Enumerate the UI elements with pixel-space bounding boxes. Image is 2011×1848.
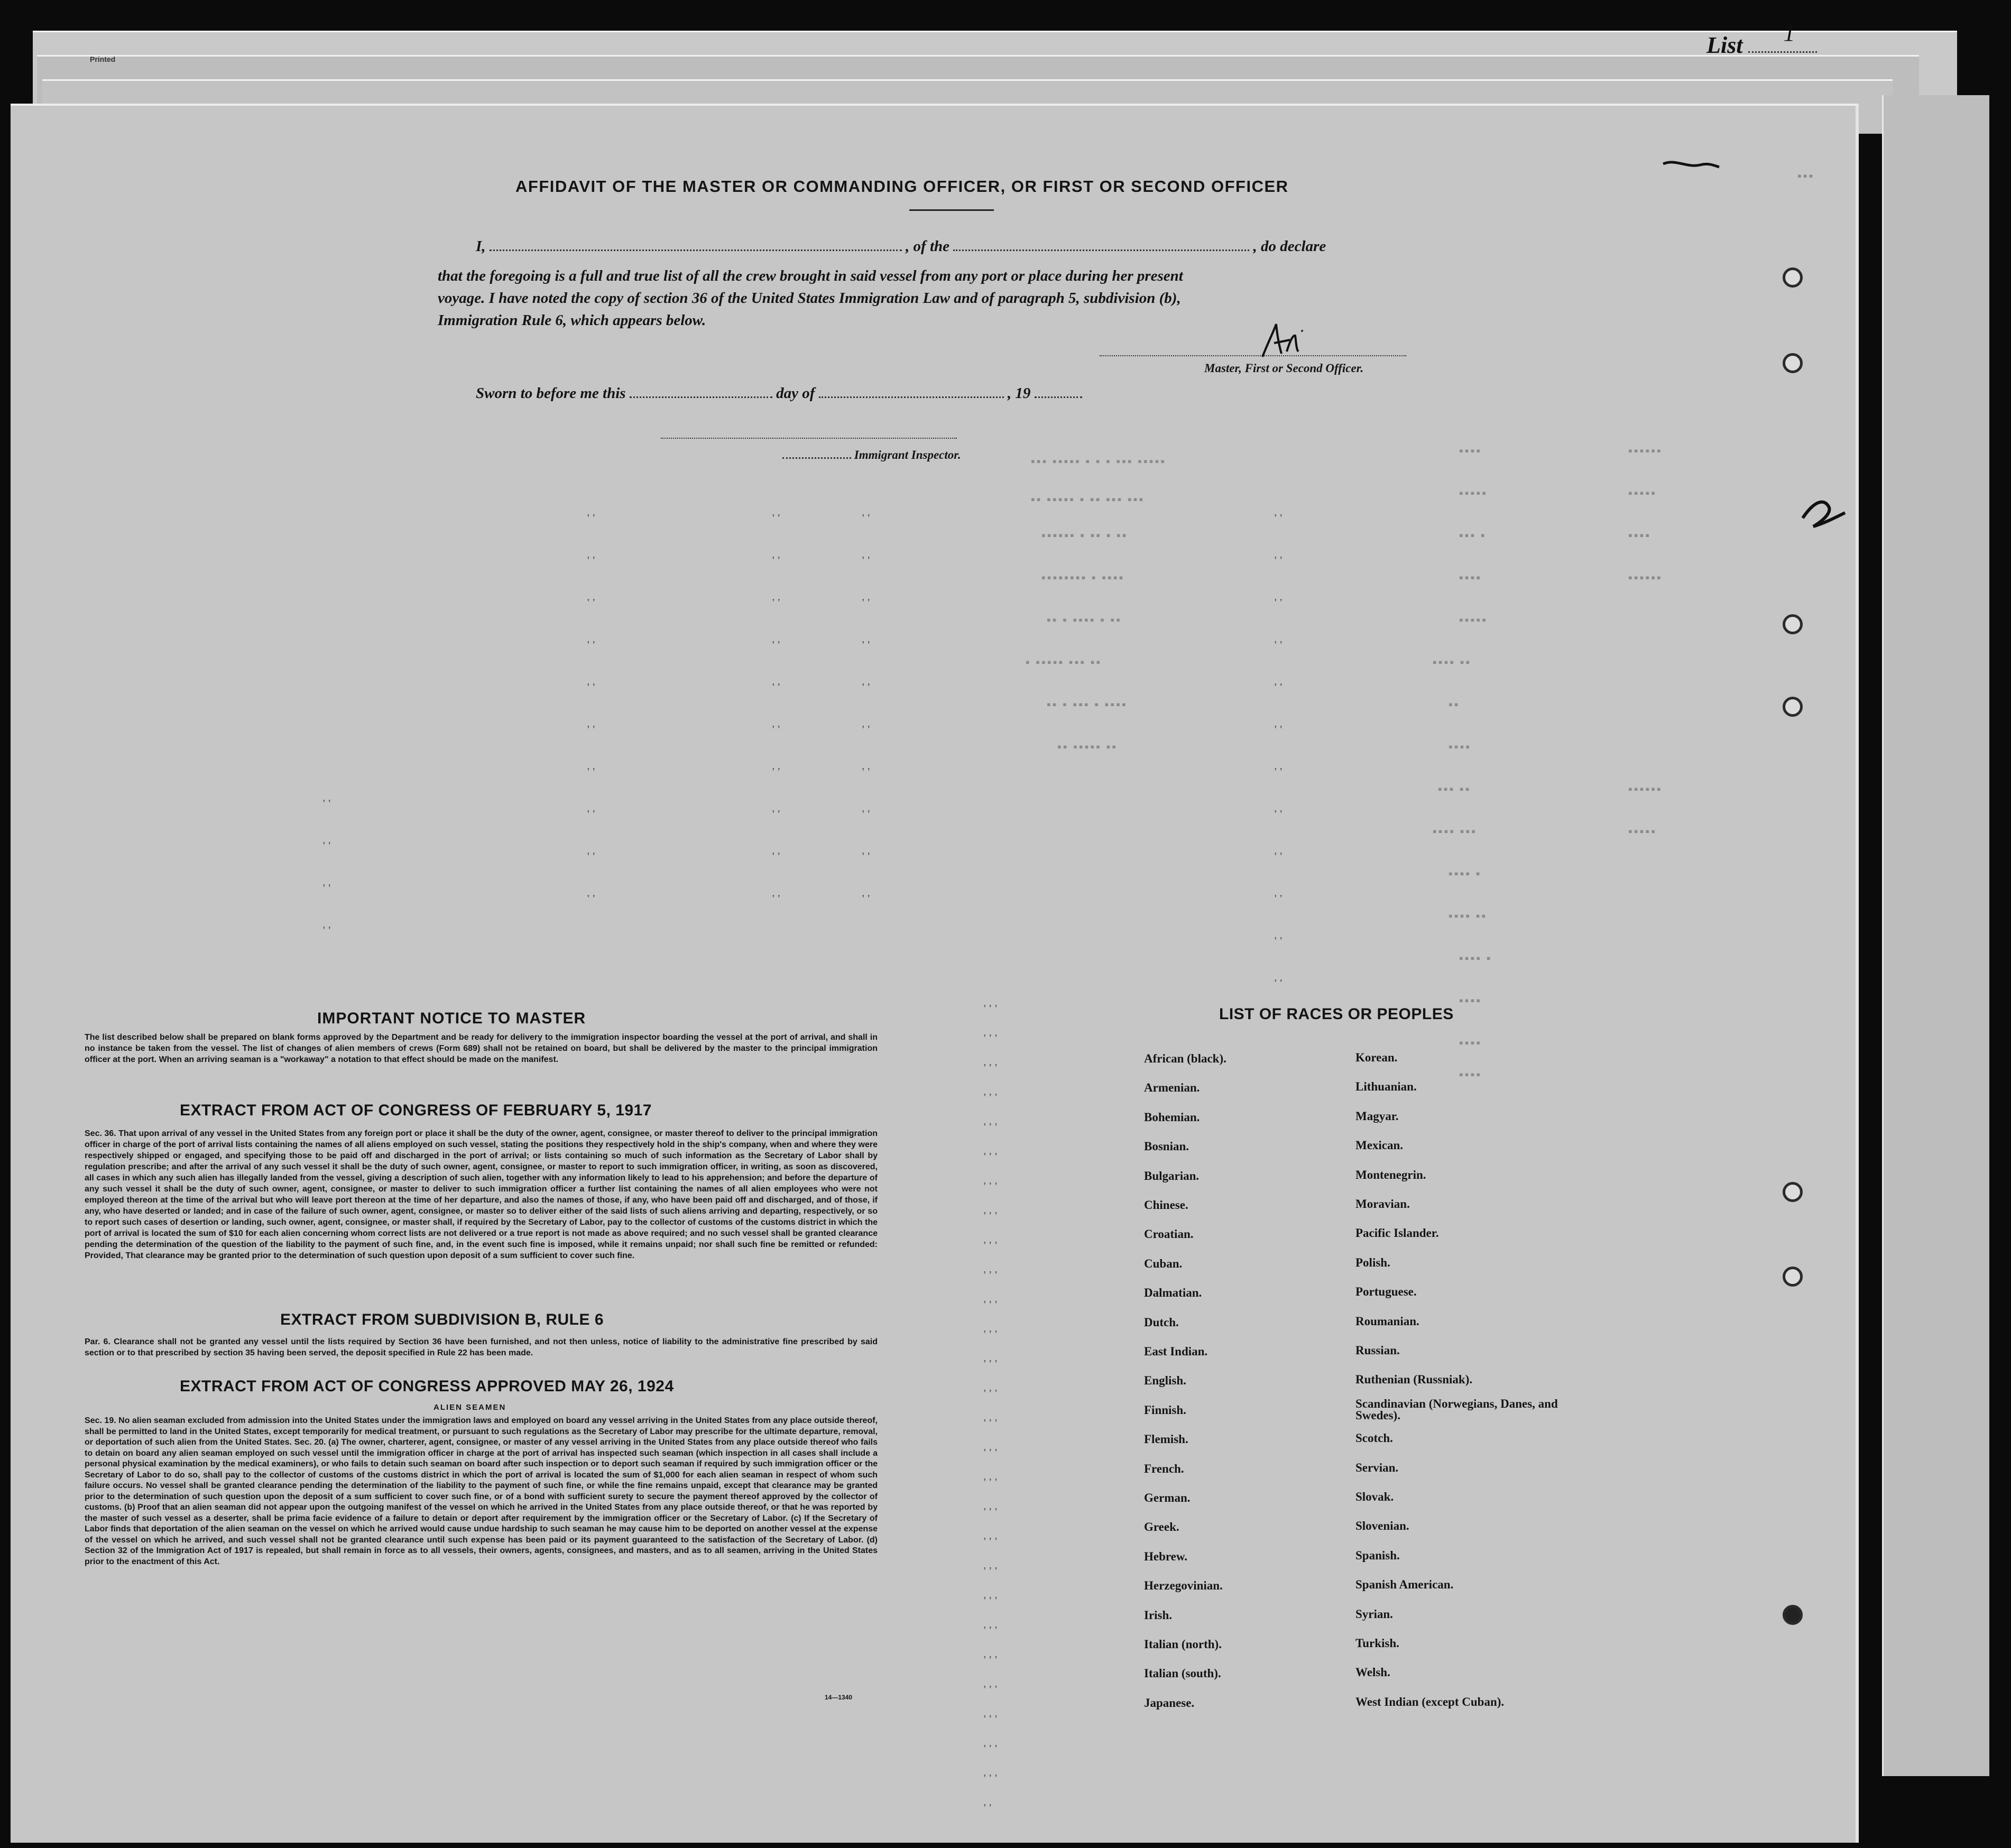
races-title: LIST OF RACES OR PEOPLES xyxy=(1219,1005,1454,1023)
race-item: French. xyxy=(1144,1462,1184,1475)
race-item: Spanish American. xyxy=(1355,1578,1454,1592)
ghost-row: ▪▪▪▪▪▪ ▪ ▪▪ ▪ ▪▪ xyxy=(1041,529,1128,542)
pen-mark xyxy=(1797,481,1850,534)
printed-label: Printed xyxy=(90,55,116,63)
race-item: Magyar. xyxy=(1355,1109,1399,1123)
affidavit-declaration-line xyxy=(476,238,1454,255)
punch-hole xyxy=(1783,1605,1803,1625)
extract-1924-title: EXTRACT FROM ACT OF CONGRESS APPROVED MAY 26, 1924 xyxy=(180,1378,674,1395)
race-item: Greek. xyxy=(1144,1520,1179,1534)
ghost-row: ▪▪▪▪▪▪▪▪ ▪ ▪▪▪▪ xyxy=(1041,571,1125,584)
affidavit-title: AFFIDAVIT OF THE MASTER OR COMMANDING OFFICER, OR FIRST OR SECOND OFFICER xyxy=(515,177,1289,196)
race-item: African (black). xyxy=(1144,1052,1226,1065)
ghost-row: ▪▪▪ ▪ xyxy=(1459,529,1487,542)
ghost-row: ▪▪▪▪ ▪▪ xyxy=(1433,655,1472,669)
race-item: Croatian. xyxy=(1144,1227,1194,1241)
punch-hole xyxy=(1783,267,1803,288)
race-item: Flemish. xyxy=(1144,1433,1188,1446)
race-item: Mexican. xyxy=(1355,1139,1404,1152)
race-item: Slovak. xyxy=(1355,1490,1394,1503)
ghost-row: ▪▪▪▪ xyxy=(1459,1036,1482,1049)
notice-title: IMPORTANT NOTICE TO MASTER xyxy=(317,1010,586,1027)
manifest-page xyxy=(11,104,1859,1843)
race-item: Syrian. xyxy=(1355,1607,1393,1621)
ghost-row: ▪▪▪▪ ▪▪ xyxy=(1449,909,1488,922)
race-item: Slovenian. xyxy=(1355,1519,1409,1533)
tick-column-c: ' ' ' ' ' ' ' ' ' ' ' ' ' ' ' ' ' ' ' ' xyxy=(862,512,871,904)
race-item: Irish. xyxy=(1144,1608,1173,1622)
inspector-signature-line[interactable] xyxy=(661,438,957,439)
extract-1924-subtitle: ALIEN SEAMEN xyxy=(433,1403,506,1412)
ghost-row: ▪▪▪▪ xyxy=(1459,1068,1482,1081)
race-item: Lithuanian. xyxy=(1355,1080,1417,1094)
race-item: Herzegovinian. xyxy=(1144,1579,1223,1593)
pen-mark xyxy=(1660,153,1723,174)
ghost-row: ▪▪▪▪▪ xyxy=(1459,613,1488,626)
race-item: Moravian. xyxy=(1355,1197,1410,1211)
race-item: Hebrew. xyxy=(1144,1549,1187,1563)
ghost-row: ▪▪▪▪▪ xyxy=(1628,825,1657,838)
ghost-row: ▪▪ ▪ ▪▪▪▪ ▪ ▪▪ xyxy=(1047,613,1122,626)
race-item: East Indian. xyxy=(1144,1345,1208,1358)
affidavit-body-line1: that the foregoing is a full and true list of all the crew brought in said vessel from any port or place during her present xyxy=(438,267,1183,284)
list-number-line xyxy=(1748,20,1817,53)
race-item: Scandinavian (Norwegians, Danes, and Swedes). xyxy=(1355,1397,1558,1422)
race-item: Servian. xyxy=(1355,1461,1399,1474)
ghost-row: ▪▪▪ ▪▪▪▪▪ ▪ ▪ ▪ ▪▪▪ ▪▪▪▪▪ xyxy=(1031,455,1167,468)
ghost-row: ▪▪▪▪▪ xyxy=(1459,486,1488,500)
master-signature-line[interactable] xyxy=(1100,355,1406,356)
ghost-row: ▪▪▪▪ xyxy=(1459,571,1482,584)
race-item: Japanese. xyxy=(1144,1696,1195,1710)
vessel-name-field[interactable] xyxy=(953,238,1249,251)
of-the-label: , of the xyxy=(906,238,950,255)
ghost-row: ▪▪▪▪ xyxy=(1628,529,1652,542)
ghost-row: ▪▪▪▪▪▪ xyxy=(1628,444,1663,457)
race-item: Italian (south). xyxy=(1144,1667,1221,1680)
race-item: German. xyxy=(1144,1491,1191,1504)
race-item: Korean. xyxy=(1355,1051,1398,1064)
master-label: Master, First or Second Officer. xyxy=(1204,362,1364,375)
extract-1917-text: Sec. 36. That upon arrival of any vessel in the United States from any foreign port or place it shall be the duty of the owner, agent, consignee, or master thereof to deliver to the principal immigration officer in charge of the port of arrival lists containing the names of all aliens employed on such vessel, stating the positions they respectively hold in the ship's company, when and where they were respectively shipped or engaged, and specifying those to be paid off and discharged in the port of arrival; or lists containing so much of such information as the Secretary of Labor shall by regulation prescribe; and after the arrival of any such vessel it shall be the duty of such owner, agent, consignee, or master to report to such immigration officer, in writing, as soon as discovered, all cases in which any such alien has illegally landed from the vessel, giving a description of such alien, together with any information likely to lead to his apprehension; and before the departure of any such vessel it shall be the duty of such owner, agent, consignee, or master to deliver to such immigration officer a further list containing the names of all alien employees who were not employed thereon at the time of the arrival but who will leave port thereon at the time of her departure, and also the names of those, if any, who have been paid off and discharged, and of those, if any, who have deserted or landed; and in case of the failure of such owner, agent, consignee, or master so to deliver either of the said lists of such aliens arriving and departing, respectively, or so to report such cases of desertion or landing, such owner, agent, consignee, or master shall, if required by the Secretary of Labor, pay to the collector of customs of the customs district in which the port of arrival is located the sum of $10 for each alien concerning whom correct lists are not delivered or a true report is not made as above required; and no such vessel shall be granted clearance pending the determination of the question of the liability to the payment of such fine, and, in the event such fine is imposed, while it remains unpaid; nor shall such fine be remitted or refunded: Provided, That clearance may be granted prior to the determination of such question upon deposit of a sum sufficient to cover such fine. xyxy=(85,1129,878,1260)
extract-rule6-text: Par. 6. Clearance shall not be granted any vessel until the lists required by Section 36 have been furnished, and not then unless, notice of liability to the administrative fine prescribed by said section or to that prescribed by section 35 having been served, the deposit specified in Rule 22 has been made. xyxy=(85,1337,878,1357)
extract-1917-title: EXTRACT FROM ACT OF CONGRESS OF FEBRUARY 5, 1917 xyxy=(180,1102,652,1119)
ghost-row: ▪▪ ▪▪▪▪▪ ▪ ▪▪ ▪▪▪ ▪▪▪ xyxy=(1031,493,1145,506)
race-item: Chinese. xyxy=(1144,1198,1188,1212)
punch-hole xyxy=(1783,614,1803,634)
list-label-text: List xyxy=(1706,32,1743,58)
sworn-line xyxy=(476,385,1082,402)
ghost-row: ▪▪▪▪▪▪ xyxy=(1628,571,1663,584)
ghost-row: ▪▪▪▪ xyxy=(1449,740,1472,753)
inspector-line xyxy=(782,448,961,462)
ghost-row: ▪▪▪▪ xyxy=(1459,444,1482,457)
punch-hole xyxy=(1783,353,1803,373)
punch-hole xyxy=(1783,1182,1803,1202)
race-item: Bohemian. xyxy=(1144,1110,1200,1124)
extract-1924-text: Sec. 19. No alien seaman excluded from admission into the United States under the immigration laws and employed on board any vessel arriving in the United States from any place outside thereof, shall be permitted to land in the United States, except temporarily for medical treatment, or pursuant to such regulations as the Secretary of Labor may prescribe for the ultimate departure, removal, or deportation of such alien from the United States. Sec. 20. (a) The owner, charterer, agent, consignee, or master of any vessel arriving in the United States from any place outside thereof who fails to detain on board any alien seaman employed on such vessel until the immigration officer in charge at the port of arrival has inspected such seaman (which inspection in all cases shall include a personal physical examination by the medical examiners), or who fails to detain such seaman on board after such inspection or to deport such seaman if required by such immigration officer or the Secretary of Labor to do so, shall pay to the collector of customs of the customs district in which the port of arrival is located the sum of $1,000 for each alien seaman in respect of whom such failure occurs. No vessel shall be granted clearance pending the determination of the liability to the payment of such fine, or while the fine remains unpaid, except that clearance may be granted prior to the determination of such question upon the deposit of a sum sufficient to cover such fine, or of a bond with sufficient surety to secure the payment thereof approved by the collector of customs. (b) Proof that an alien seaman did not appear upon the outgoing manifest of the vessel on which he arrived in the United States from any place outside thereof, or that he was reported by the master of such vessel as a deserter, shall be prima facie evidence of a failure to detain or deport after requirement by the immigration officer or the Secretary of Labor. (c) If the Secretary of Labor finds that deportation of the alien seaman on the vessel on which he arrived would cause undue hardship to such seaman he may cause him to be deported on another vessel at the expense of the vessel on which he arrived, and such vessel shall not be granted clearance until such expense has been paid or its payment guaranteed to the satisfaction of the Secretary of Labor. (d) Section 32 of the Immigration Act of 1917 is repealed, but shall remain in force as to all vessels, their owners, agents, consignees, and masters, and as to all seamen, arriving in the United States prior to the enactment of this Act. xyxy=(85,1416,878,1566)
tick-column-f: ' ' ' ' ' ' ' ' ' ' ' ' ' ' ' ' ' ' ' ' ' ' ' ' ' ' ' ' ' ' ' ' ' ' ' ' ' ' ' ' ' ' ' ' ' ' ' ' ' ' ' ' ' ' ' ' ' ' ' ' ' ' ' ' ' ' ' ' ' ' ' ' ' ' ' ' ' ' ' ' ' ' ' xyxy=(983,1003,998,1814)
race-item: Cuban. xyxy=(1144,1256,1183,1270)
race-item: Italian (north). xyxy=(1144,1638,1222,1651)
race-item: Dutch. xyxy=(1144,1315,1179,1329)
tick-column-a: ' ' ' ' ' ' ' ' ' ' ' ' ' ' ' ' ' ' ' ' xyxy=(587,512,596,904)
sworn-year-field[interactable] xyxy=(1035,385,1082,398)
race-item: Dalmatian. xyxy=(1144,1286,1202,1300)
affidavit-body-line3: Immigration Rule 6, which appears below. xyxy=(438,312,706,329)
race-item: English. xyxy=(1144,1374,1186,1388)
race-item: Montenegrin. xyxy=(1355,1168,1426,1181)
list-number: 1 xyxy=(1783,20,1795,46)
punch-hole xyxy=(1783,697,1803,717)
race-item: Russian. xyxy=(1355,1344,1400,1357)
race-item: Welsh. xyxy=(1355,1666,1390,1679)
ghost-row: ▪▪▪▪ ▪ xyxy=(1459,951,1492,965)
ghost-row: ▪ ▪▪▪▪▪ ▪▪▪ ▪▪ xyxy=(1026,655,1102,669)
race-item: Scotch. xyxy=(1355,1431,1393,1445)
race-item: Spanish. xyxy=(1355,1548,1400,1562)
affidavit-body-line2: voyage. I have noted the copy of section 36 of the United States Immigration Law and of paragraph 5, subdivision (b), xyxy=(438,290,1181,307)
race-item: Ruthenian (Russniak). xyxy=(1355,1373,1473,1387)
do-declare-label: , do declare xyxy=(1253,238,1326,255)
race-item: Polish. xyxy=(1355,1255,1390,1269)
form-number: 14—1340 xyxy=(825,1694,853,1701)
ghost-row: ▪▪▪ ▪▪ xyxy=(1438,782,1471,796)
ghost-row: ▪▪▪▪ ▪▪▪ xyxy=(1433,825,1478,838)
race-item: Pacific Islander. xyxy=(1355,1226,1439,1240)
ghost-row: ▪▪ xyxy=(1449,698,1460,711)
tick-column-e: ' ' ' ' ' ' ' ' xyxy=(322,798,331,936)
race-item: Bosnian. xyxy=(1144,1140,1189,1153)
race-item: Armenian. xyxy=(1144,1081,1200,1095)
ghost-row: ▪▪ ▪▪▪▪▪ ▪▪ xyxy=(1057,740,1118,753)
ghost-row: ▪▪▪▪▪▪ xyxy=(1628,782,1663,796)
master-name-field[interactable] xyxy=(490,238,902,251)
master-signature xyxy=(1258,320,1316,362)
race-item: Roumanian. xyxy=(1355,1314,1419,1328)
year-label: , 19 xyxy=(1007,385,1031,402)
list-label xyxy=(1706,20,1817,59)
ghost-row: ▪▪▪▪ ▪ xyxy=(1449,867,1482,880)
sworn-day-field[interactable] xyxy=(630,385,772,398)
day-of-label: day of xyxy=(776,385,815,402)
punch-hole xyxy=(1783,1267,1803,1287)
inspector-field[interactable] xyxy=(782,450,851,459)
race-item: West Indian (except Cuban). xyxy=(1355,1695,1505,1708)
i-label: I, xyxy=(476,238,486,255)
tick-column-b: ' ' ' ' ' ' ' ' ' ' ' ' ' ' ' ' ' ' ' ' xyxy=(772,512,781,904)
back-sheet-right-edge xyxy=(1882,95,1989,1776)
ghost-row: ▪▪▪▪ xyxy=(1459,994,1482,1007)
notice-text: The list described below shall be prepared on blank forms approved by the Department and be ready for delivery to the immigration inspector boarding the vessel at the port of arrival, and shall in no instance be taken from the vessel. The list of changes of alien members of crews (Form 689) shall not be retained on board, but shall be delivered by the master to the principal immigration officer at the port. When an arriving seaman is a "workaway" a notation to that effect should be made on the manifest. xyxy=(85,1033,878,1064)
affidavit-title-rule xyxy=(909,209,994,211)
race-item: Bulgarian. xyxy=(1144,1169,1200,1182)
sworn-label: Sworn to before me this xyxy=(476,385,626,402)
sworn-month-field[interactable] xyxy=(819,385,1004,398)
extract-rule6-title: EXTRACT FROM SUBDIVISION B, RULE 6 xyxy=(280,1311,604,1328)
race-item: Portuguese. xyxy=(1355,1285,1417,1299)
inspector-label: Immigrant Inspector. xyxy=(854,448,961,461)
race-item: Finnish. xyxy=(1144,1403,1186,1417)
tick-column-d: ' ' ' ' ' ' ' ' ' ' ' ' ' ' ' ' ' ' ' ' ' ' ' ' xyxy=(1274,512,1283,989)
race-item: Turkish. xyxy=(1355,1637,1399,1650)
ghost-row: ▪▪ ▪ ▪▪▪ ▪ ▪▪▪▪ xyxy=(1047,698,1128,711)
ghost-row: ▪▪▪▪▪ xyxy=(1628,486,1657,500)
ghost-row: ▪▪▪ xyxy=(1797,169,1815,182)
